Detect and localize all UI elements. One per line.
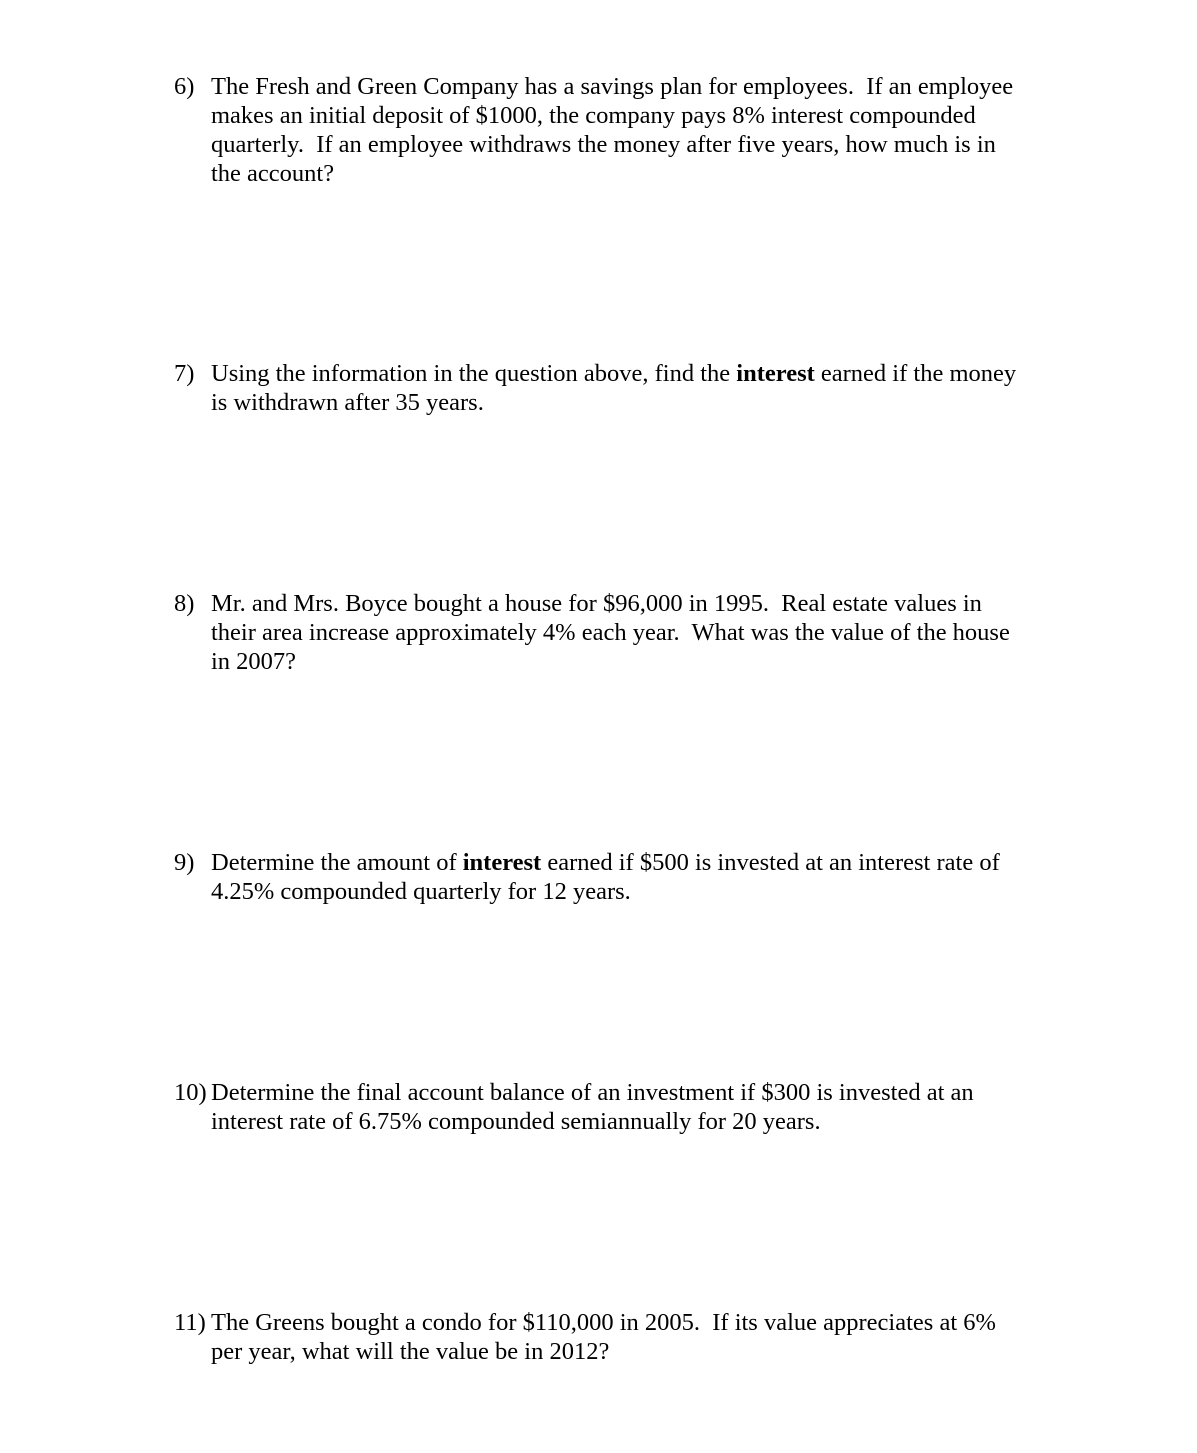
question-text-segment: earned if $500 is invested at an interest rate of [541, 849, 1000, 876]
question-text [211, 589, 1054, 676]
question-text [211, 72, 1054, 188]
question-line: quarterly. If an employee withdraws the money after five years, how much is in [211, 131, 996, 158]
question-text-segment: Using the information in the question above, find the [211, 360, 737, 387]
question-line: 4.25% compounded quarterly for 12 years. [211, 878, 631, 905]
question-number: 8) [174, 590, 195, 617]
question-line: Determine the final account balance of an investment if $300 is invested at an [211, 1079, 974, 1106]
question-line: the account? [211, 160, 335, 187]
question-text [211, 1308, 1054, 1366]
question-line: makes an initial deposit of $1000, the company pays 8% interest compounded [211, 102, 976, 129]
question-text [211, 848, 1054, 906]
question-number: 10) [174, 1079, 207, 1106]
question-line: is withdrawn after 35 years. [211, 389, 484, 416]
question-line: interest rate of 6.75% compounded semiannually for 20 years. [211, 1108, 821, 1135]
question-line: The Greens bought a condo for $110,000 in 2005. If its value appreciates at 6% [211, 1309, 996, 1336]
emphasis-interest: interest [736, 360, 815, 387]
question-6 [174, 72, 1054, 188]
question-10 [174, 1078, 1054, 1136]
question-text-segment: earned if the money [814, 360, 1017, 387]
question-number: 11) [174, 1309, 206, 1336]
question-text [211, 1078, 1054, 1136]
question-number: 9) [174, 849, 195, 876]
question-number: 6) [174, 73, 195, 100]
question-line: Mr. and Mrs. Boyce bought a house for $96,000 in 1995. Real estate values in [211, 590, 982, 617]
question-11 [174, 1308, 1054, 1366]
question-7 [174, 359, 1054, 417]
question-text [211, 359, 1054, 417]
question-text-segment: Determine the amount of [211, 849, 463, 876]
question-number: 7) [174, 360, 195, 387]
question-9 [174, 848, 1054, 906]
question-line: in 2007? [211, 648, 297, 675]
question-line: per year, what will the value be in 2012? [211, 1338, 610, 1365]
question-line: their area increase approximately 4% each year. What was the value of the house [211, 619, 1010, 646]
question-line: The Fresh and Green Company has a savings plan for employees. If an employee [211, 73, 1014, 100]
emphasis-interest: interest [462, 849, 542, 876]
question-line [211, 848, 1054, 877]
question-8 [174, 589, 1054, 676]
question-line [211, 359, 1054, 388]
